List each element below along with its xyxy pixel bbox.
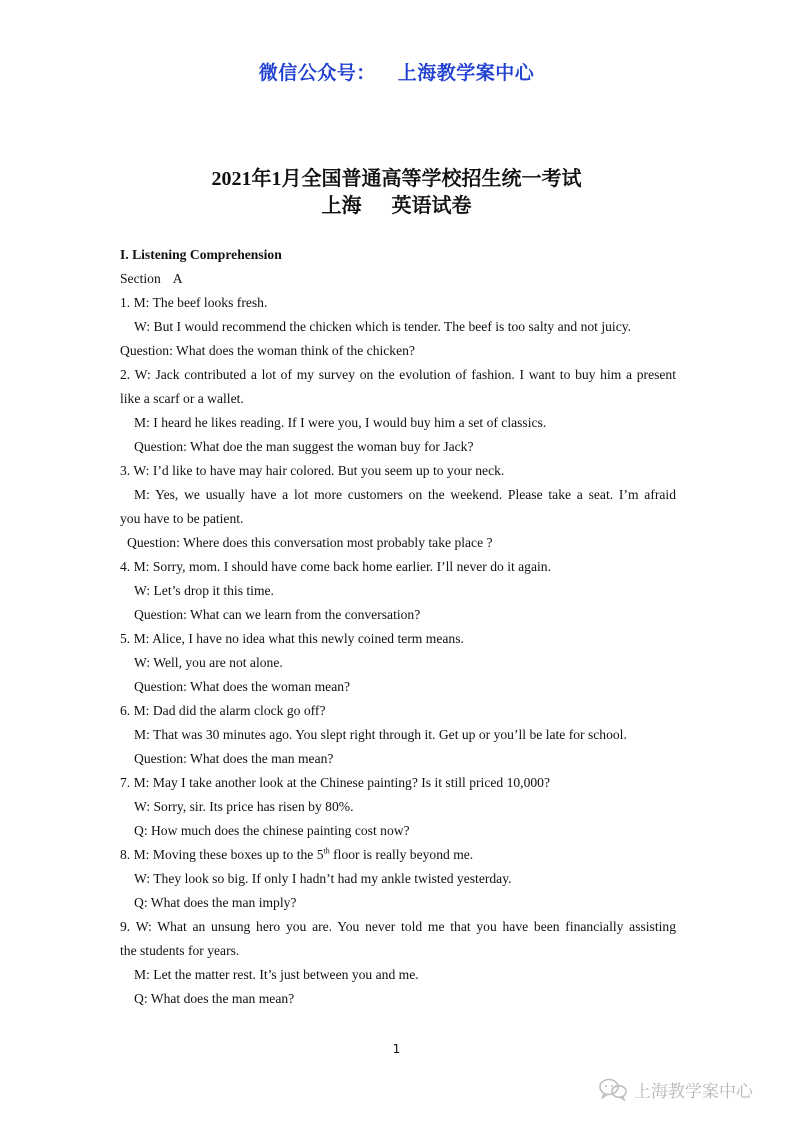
question-1-speaker-a: 1. M: The beef looks fresh. — [120, 295, 268, 310]
question-3-speaker-a: 3. W: I’d like to have may hair colored. But you seem up to your neck. — [120, 463, 505, 478]
question-9-speaker-b: M: Let the matter rest. It’s just between you and me. — [134, 967, 419, 982]
question-8-text-pre: 8. M: Moving these boxes up to the 5 — [120, 847, 324, 862]
watermark-text: 上海教学案中心 — [634, 1081, 753, 1102]
question-1-speaker-b: W: But I would recommend the chicken which is tender. The beef is too salty and not juicy. — [134, 319, 632, 334]
question-3-question: Question: Where does this conversation most probably take place ? — [127, 535, 493, 550]
question-7-question: Q: How much does the chinese painting cost now? — [134, 823, 410, 838]
question-2-speaker-b: M: I heard he likes reading. If I were you, I would buy him a set of classics. — [134, 415, 547, 430]
question-8-speaker-a — [120, 843, 676, 867]
question-9-question: Q: What does the man mean? — [134, 991, 295, 1006]
exam-content — [120, 243, 676, 1011]
page-number: 1 — [392, 1042, 401, 1056]
question-6-speaker-b: M: That was 30 minutes ago. You slept right through it. Get up or you’ll be late for school. — [134, 727, 627, 742]
question-4-speaker-a: 4. M: Sorry, mom. I should have come back home earlier. I’ll never do it again. — [120, 559, 551, 574]
question-1-question: Question: What does the woman think of the chicken? — [120, 343, 415, 358]
exam-title-region: 上海 — [321, 195, 362, 217]
exam-title-line2 — [0, 193, 793, 220]
question-6-speaker-a: 6. M: Dad did the alarm clock go off? — [120, 703, 326, 718]
header-banner — [0, 58, 793, 85]
question-9-speaker-a-cont: the students for years. — [120, 943, 240, 958]
question-8-ordinal-suffix: th — [323, 846, 330, 856]
exam-title-line1: 2021年1月全国普通高等学校招生统一考试 — [211, 168, 582, 190]
question-5-speaker-a: 5. M: Alice, I have no idea what this newly coined term means. — [120, 631, 464, 646]
question-7-speaker-a: 7. M: May I take another look at the Chinese painting? Is it still priced 10,000? — [120, 775, 550, 790]
wechat-icon — [598, 1077, 628, 1101]
question-3-speaker-b-cont: you have to be patient. — [120, 511, 244, 526]
question-2-question: Question: What doe the man suggest the woman buy for Jack? — [134, 439, 474, 454]
watermark — [598, 1076, 753, 1102]
question-8-question: Q: What does the man imply? — [134, 895, 297, 910]
question-8-text-post: floor is really beyond me. — [329, 847, 474, 862]
question-5-question: Question: What does the woman mean? — [134, 679, 351, 694]
section-label — [120, 267, 676, 291]
question-4-question: Question: What can we learn from the conversation? — [134, 607, 421, 622]
question-5-speaker-b: W: Well, you are not alone. — [134, 655, 283, 670]
question-8-speaker-b: W: They look so big. If only I hadn’t had my ankle twisted yesterday. — [134, 871, 512, 886]
header-account-name: 上海教学案中心 — [397, 62, 535, 84]
question-2-speaker-a: 2. W: Jack contributed a lot of my survey on the evolution of fashion. I want to buy him a present — [120, 367, 676, 382]
question-2-speaker-a-cont: like a scarf or a wallet. — [120, 391, 244, 406]
question-4-speaker-b: W: Let’s drop it this time. — [134, 583, 274, 598]
header-label: 微信公众号： — [258, 62, 376, 84]
question-6-question: Question: What does the man mean? — [134, 751, 334, 766]
question-9-speaker-a: 9. W: What an unsung hero you are. You never told me that you have been financially assisting — [120, 919, 676, 934]
exam-title — [0, 166, 793, 220]
question-7-speaker-b: W: Sorry, sir. Its price has risen by 80%. — [134, 799, 354, 814]
exam-title-subject: 英语试卷 — [391, 195, 472, 217]
section-word: Section — [120, 271, 161, 286]
section-letter: A — [172, 271, 183, 286]
part-title: I. Listening Comprehension — [120, 247, 282, 262]
question-3-speaker-b: M: Yes, we usually have a lot more customers on the weekend. Please take a seat. I’m afraid — [134, 487, 676, 502]
